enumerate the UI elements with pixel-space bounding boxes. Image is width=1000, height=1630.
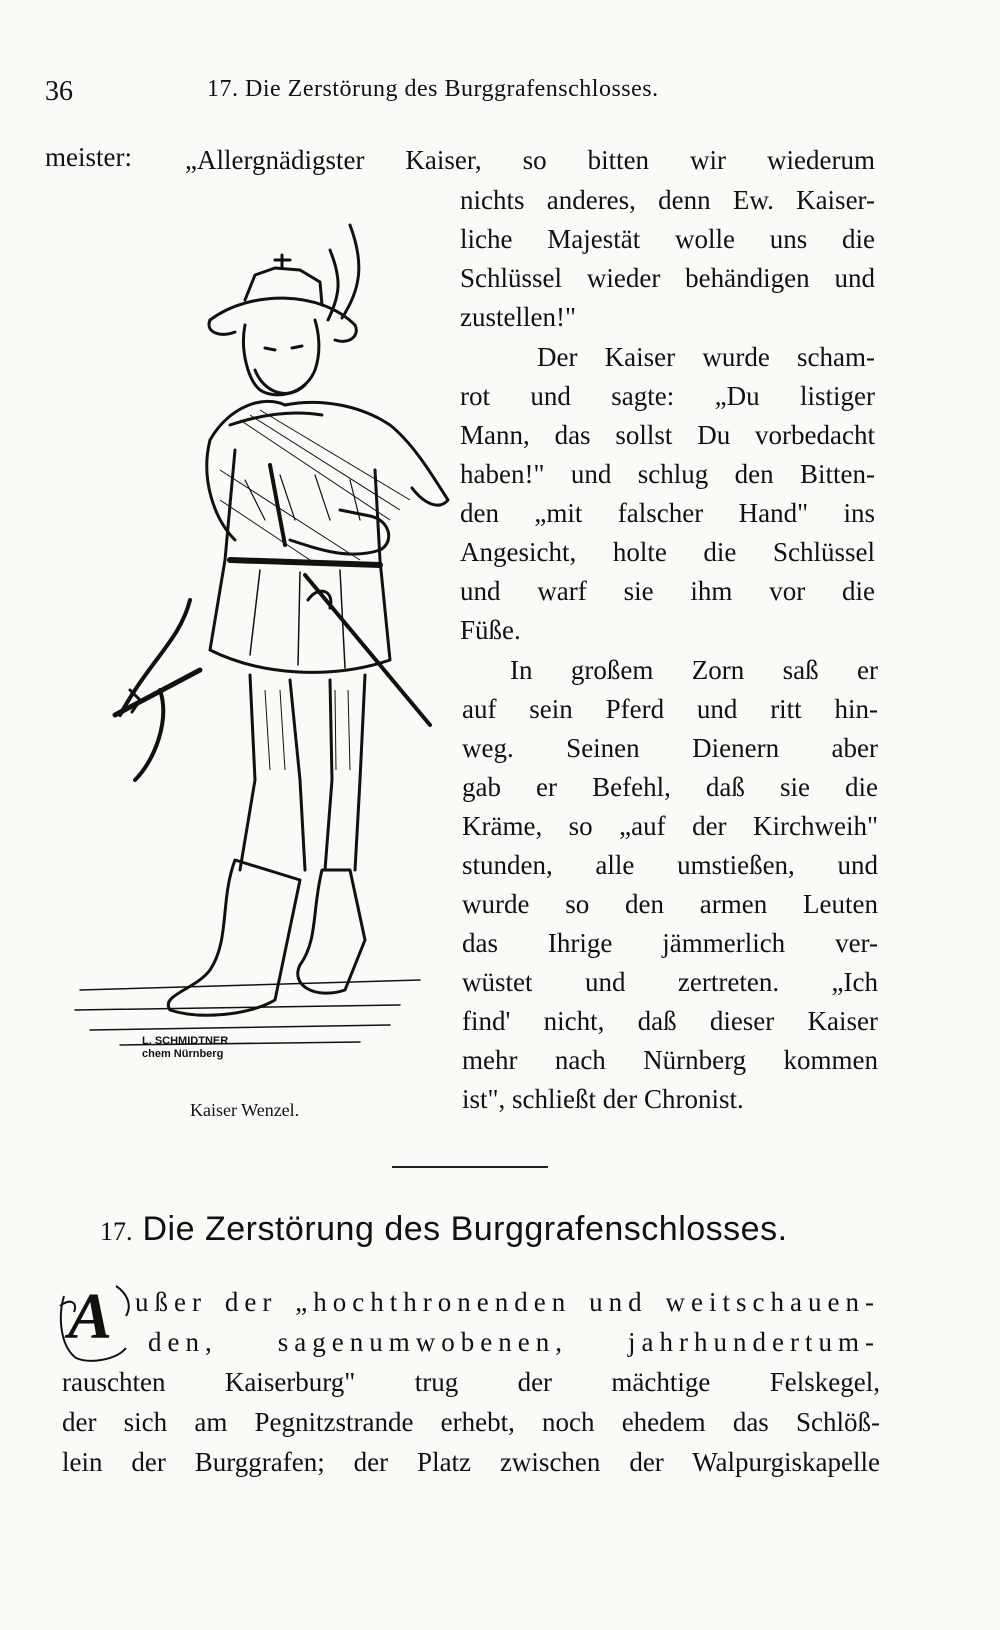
page-number: 36 xyxy=(45,76,73,107)
section-number: 17. xyxy=(100,1217,133,1246)
text-line: der sich am Pegnitzstrande erhebt, noch ehedem das Schlöß- xyxy=(62,1407,880,1437)
text-line: Füße. xyxy=(460,615,521,645)
text-line: find' nicht, daß dieser Kaiser xyxy=(462,1006,878,1036)
text-line: den „mit falscher Hand" ins xyxy=(460,498,875,528)
text-line: wurde so den armen Leuten xyxy=(462,889,878,919)
text-line: gab er Befehl, daß sie die xyxy=(462,772,878,802)
dropcap-letter: A xyxy=(68,1280,113,1353)
section-title: Die Zerstörung des Burggrafenschlosses. xyxy=(142,1210,788,1248)
text-line: rot und sagte: „Du listiger xyxy=(460,381,875,411)
section-divider xyxy=(392,1166,548,1168)
text-line: stunden, alle umstießen, und xyxy=(462,850,878,880)
cross-icon xyxy=(275,255,290,268)
artist-signature-line: L. SCHMIDTNER xyxy=(142,1035,229,1047)
artist-signature-line: chem Nürnberg xyxy=(142,1048,224,1060)
text-line: weg. Seinen Dienern aber xyxy=(462,733,878,763)
text-line: lein der Burggrafen; der Platz zwischen der Walpurgiskapelle xyxy=(62,1447,880,1477)
text-line: nichts anderes, denn Ew. Kaiser- xyxy=(460,185,875,215)
text-line: Der Kaiser wurde scham- xyxy=(537,342,875,372)
text-line: rauschten Kaiserburg" trug der mächtige Felskegel, xyxy=(62,1367,880,1397)
text-line: Mann, das sollst Du vorbedacht xyxy=(460,420,875,450)
kaiser-wenzel-illustration xyxy=(60,220,460,1100)
text-line: zustellen!" xyxy=(460,302,576,332)
text-line: Schlüssel wieder behändigen und xyxy=(460,263,875,293)
text-line: und warf sie ihm vor die xyxy=(460,576,875,606)
artist-signature xyxy=(142,1035,228,1061)
text-line: ußer der „hochthronenden und weitschauen- xyxy=(135,1287,880,1317)
text-line: den, sagenumwobenen, jahrhundertum- xyxy=(148,1327,880,1357)
running-title: 17. Die Zerstörung des Burggrafenschlosses. xyxy=(207,76,659,102)
text-line: wüstet und zertreten. „Ich xyxy=(462,967,878,997)
section-heading xyxy=(100,1210,960,1249)
dropcap-box xyxy=(56,1276,138,1364)
text-line: Angesicht, holte die Schlüssel xyxy=(460,537,875,567)
speaker-label: meister: xyxy=(45,142,132,172)
text-line: haben!" und schlug den Bitten- xyxy=(460,459,875,489)
text-line: Kräme, so „auf der Kirchweih" xyxy=(462,811,878,841)
text-line: liche Majestät wolle uns die xyxy=(460,224,875,254)
running-head xyxy=(45,76,945,116)
text-line: „Allergnädigster Kaiser, so bitten wir wiederum xyxy=(185,145,875,175)
illustration-caption: Kaiser Wenzel. xyxy=(190,1100,300,1120)
text-line: In großem Zorn saß er xyxy=(510,655,878,685)
text-line: ist", schließt der Chronist. xyxy=(462,1084,744,1114)
text-line: das Ihrige jämmerlich ver- xyxy=(462,928,878,958)
text-line: auf sein Pferd und ritt hin- xyxy=(462,694,878,724)
text-line: mehr nach Nürnberg kommen xyxy=(462,1045,878,1075)
